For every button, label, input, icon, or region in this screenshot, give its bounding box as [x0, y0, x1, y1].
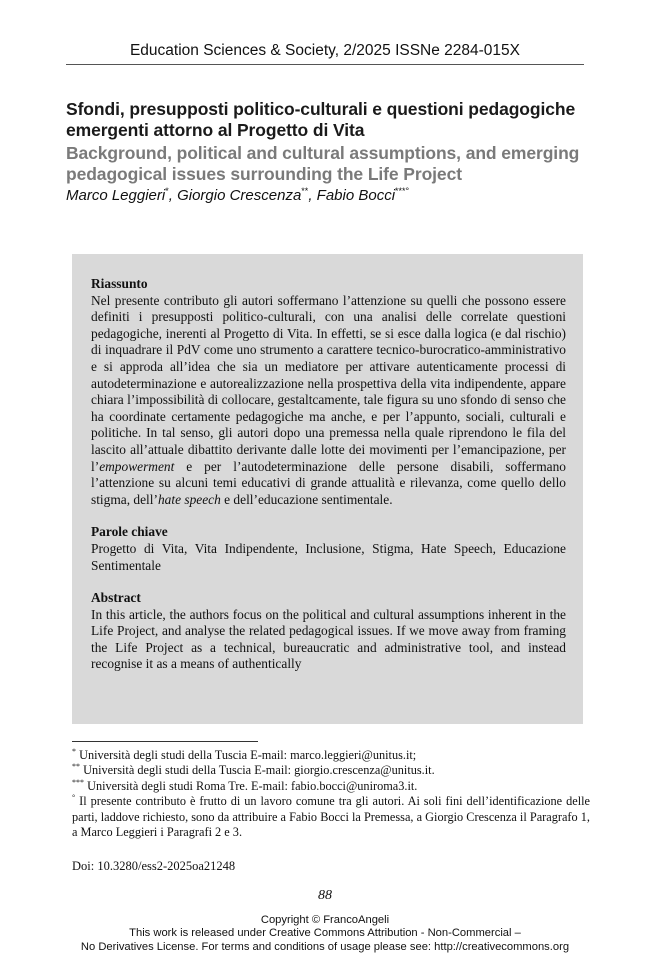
keywords-text: Progetto di Vita, Vita Indipendente, Inclusione, Stigma, Hate Speech, Educazione Sentimentale [91, 540, 566, 573]
abstract-heading: Abstract [91, 590, 141, 606]
footnote-mark: ** [72, 762, 80, 772]
footnote-mark: ° [72, 793, 76, 803]
author-mark: ** [301, 186, 309, 196]
abstract-box [72, 254, 583, 724]
page-number: 88 [318, 888, 332, 903]
riassunto-heading: Riassunto [91, 276, 148, 291]
author-list: Marco Leggieri*, Giorgio Crescenza**, Fabio Bocci***° [66, 186, 410, 204]
author-name: Marco Leggieri [66, 187, 166, 204]
footnote-text: Il presente contributo è frutto di un lavoro comune tra gli autori. Ai soli fini dell’identificazione delle parti, laddove richiesto, sono da attribuire a Fabio Bocci la Premessa, a Giorgio Crescenza il Paragrafo 1, a Marco Leggieri i Paragrafi 2 e 3. [72, 794, 590, 840]
riassunto-italic-term: empowerment [99, 458, 175, 474]
riassunto-text-part: e per l’autodeterminazione delle persone disabili, soffermano l’attenzione su alcuni temi educativi di grande attualità e rilevanza, come quello dello stigma, dell’ [91, 458, 566, 507]
journal-header: Education Sciences & Society, 2/2025 ISSNe 2284-015X [129, 42, 521, 59]
footnote [72, 794, 590, 840]
footnote-text: Università degli studi Roma Tre. E-mail: fabio.bocci@uniroma3.it. [84, 778, 418, 793]
copyright-notice [0, 914, 650, 954]
footnotes [72, 748, 590, 840]
doi: Doi: 10.3280/ess2-2025oa21248 [72, 859, 236, 873]
footnote-mark: * [72, 747, 76, 756]
footnote-divider [72, 741, 258, 742]
license-line: No Derivatives License. For terms and conditions of usage please see: http://creativecommons.org [80, 940, 570, 953]
title-english: Background, political and cultural assumptions, and emerging pedagogical issues surrounding the Life Project [66, 143, 580, 184]
footnote [72, 763, 590, 778]
license-line: This work is released under Creative Commons Attribution - Non-Commercial – [129, 927, 521, 940]
footnote-mark: *** [72, 777, 84, 787]
author-name: Giorgio Crescenza [177, 187, 302, 204]
author-mark: * [165, 186, 169, 196]
author-mark: ***° [395, 186, 410, 196]
title-block [66, 99, 586, 205]
title-italian: Sfondi, presupposti politico-culturali e questioni pedagogiche emergenti attorno al Progetto di Vita [66, 99, 576, 140]
riassunto-text-part: Nel presente contributo gli autori soffermano l’attenzione su quelli che possono essere definiti i presupposti politico-culturali, con una analisi delle correlate questioni pedagogiche, inerenti al Progetto di Vita. In effetti, se si esce dalla logica (e dal rischio) di inquadrare il PdV come uno strumento a carattere tecnico-burocratico-amministrativo e si approda all’idea che sia un mediatore per attivare autenticamente processi di autodeterminazione e autorealizzazione nella prospettiva della vita indipendente, appare chiara l’impossibilità di collocare, gestaltcamente, tale figura su uno sfondo di senso che ha coordinate certamente pedagogiche ma anche, e per l’appunto, sociali, culturali e politiche. In tal senso, gli autori dopo una premessa nella quale riprendono le fila del lascito all’attuale dibattito derivante dalle lotte dei movimenti per l’emancipazione, per l’ [91, 292, 566, 474]
riassunto-text [91, 293, 566, 509]
footnote [72, 748, 590, 763]
header-divider [66, 64, 584, 65]
riassunto-text-part: e dell’educazione sentimentale. [220, 491, 393, 507]
riassunto-italic-term: hate speech [157, 491, 221, 507]
footnote [72, 779, 590, 794]
author-name: Fabio Bocci [316, 187, 396, 204]
footnote-text: Università degli studi della Tuscia E-mail: marco.leggieri@unitus.it; [76, 748, 417, 762]
footnote-text: Università degli studi della Tuscia E-mail: giorgio.crescenza@unitus.it. [80, 763, 435, 778]
keywords-heading: Parole chiave [91, 524, 168, 540]
abstract-text: In this article, the authors focus on the political and cultural assumptions inherent in the Life Project, and analyse the related pedagogical issues. If we move away from framing the Life Project as a technical, bureaucratic and administrative tool, and instead recognise it as a means of authentically [91, 606, 566, 672]
copyright-line: Copyright © FrancoAngeli [260, 914, 390, 926]
